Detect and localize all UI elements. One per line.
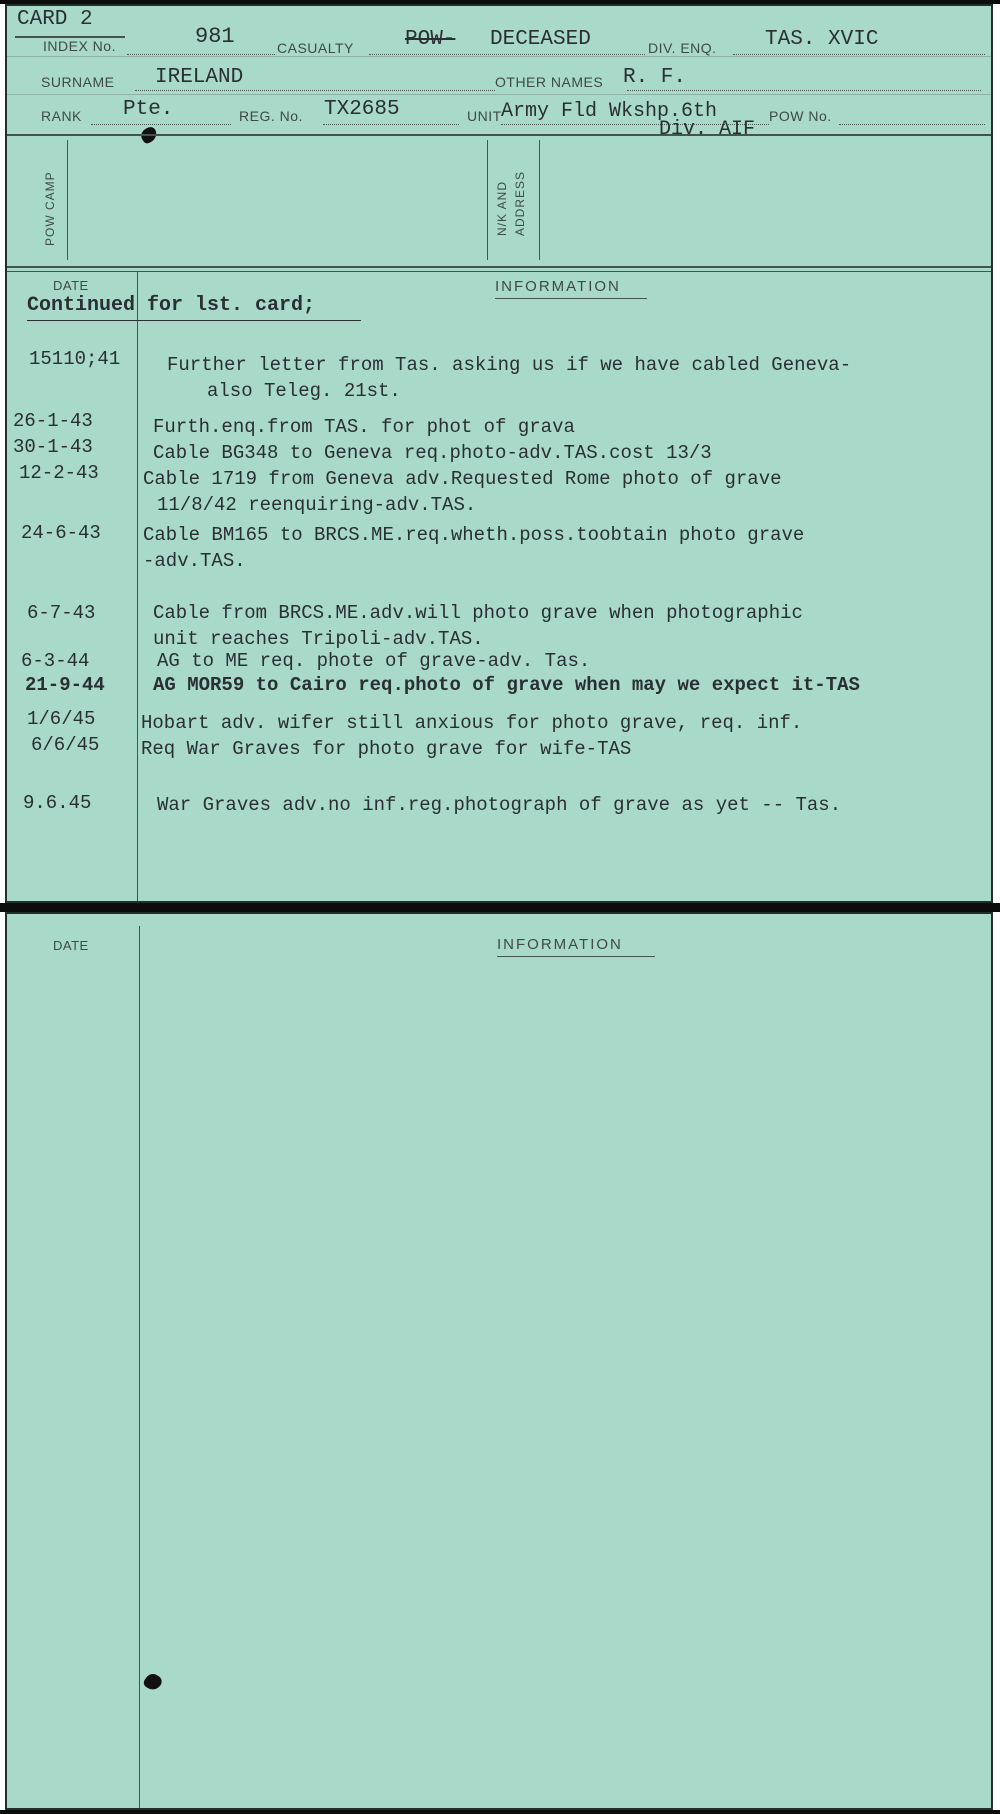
surname-value: IRELAND — [155, 66, 244, 89]
nk-address-label-2: ADDRESS — [513, 170, 527, 236]
pow-block-bottom-rule — [7, 266, 993, 268]
nk-address-label-1: N/K AND — [495, 180, 509, 236]
other-names-line — [627, 90, 981, 91]
entry-text: unit reaches Tripoli-adv.TAS. — [153, 628, 484, 650]
rank-label: RANK — [41, 108, 82, 124]
entry-text: Cable BM165 to BRCS.ME.req.wheth.poss.toobtain photo grave — [143, 524, 805, 546]
reg-no-line — [323, 124, 459, 125]
ink-smudge — [142, 1671, 164, 1693]
entry-date: 12-2-43 — [19, 462, 99, 484]
entry-date: 1/6/45 — [27, 708, 96, 730]
entry-text: Cable BG348 to Geneva req.photo-adv.TAS.cost 13/3 — [153, 442, 712, 464]
index-no-value: 981 — [195, 24, 235, 49]
index-no-line — [127, 54, 275, 55]
entry-text: Further letter from Tas. asking us if we have cabled Geneva- — [167, 354, 852, 376]
continued-note: Continued for lst. card; — [27, 294, 316, 317]
entry-text: Req War Graves for photo grave for wife-TAS — [141, 738, 632, 760]
pow-camp-divider — [67, 140, 68, 260]
entry-date: 15110;41 — [29, 348, 121, 370]
pow-block-bottom-rule-2 — [7, 271, 993, 272]
entry-date: 9.6.45 — [23, 792, 92, 814]
date-header: DATE — [53, 278, 89, 293]
header-rule-2 — [7, 94, 993, 95]
div-enq-line — [733, 54, 985, 55]
entry-date: 6-7-43 — [27, 602, 96, 624]
reg-no-label: REG. No. — [239, 108, 303, 124]
pow-no-label: POW No. — [769, 108, 832, 124]
entry-date: 6/6/45 — [31, 734, 100, 756]
unit-value-line2: Div. AIF — [659, 118, 756, 141]
entry-text: Hobart adv. wifer still anxious for photo grave, req. inf. — [141, 712, 803, 734]
header-rule-1 — [7, 56, 993, 57]
pow-no-line — [839, 124, 985, 125]
pow-block-top-rule — [7, 134, 993, 136]
information-header: INFORMATION — [497, 936, 623, 953]
information-header-underline — [495, 298, 647, 299]
record-card-front — [5, 4, 993, 903]
date-column-divider — [139, 926, 140, 1810]
div-enq-label: DIV. ENQ. — [648, 40, 717, 56]
scan-border-bottom — [0, 1810, 1000, 1814]
unit-label: UNIT — [467, 108, 502, 124]
entry-date: 24-6-43 — [21, 522, 101, 544]
entry-text: Furth.enq.from TAS. for phot of grava — [153, 416, 575, 438]
information-header: INFORMATION — [495, 278, 621, 295]
other-names-value: R. F. — [623, 66, 687, 89]
casualty-line — [369, 54, 645, 55]
nk-address-divider-right — [539, 140, 540, 260]
entry-text: Cable 1719 from Geneva adv.Requested Rome photo of grave — [143, 468, 782, 490]
record-card-back — [5, 912, 993, 1810]
pow-camp-label: POW CAMP — [43, 171, 57, 246]
entry-text: also Teleg. 21st. — [207, 380, 401, 402]
entry-text: AG MOR59 to Cairo req.photo of grave when may we expect it-TAS — [153, 674, 860, 696]
continued-note-underline — [27, 320, 361, 321]
information-header-underline — [497, 956, 655, 957]
entry-date: 30-1-43 — [13, 436, 93, 458]
casualty-value: DECEASED — [490, 28, 591, 51]
unit-value-line1: Army Fld Wkshp.6th — [501, 100, 718, 123]
other-names-label: OTHER NAMES — [495, 74, 604, 90]
entry-date: 26-1-43 — [13, 410, 93, 432]
card-number: CARD 2 — [17, 8, 93, 31]
entry-text: Cable from BRCS.ME.adv.will photo grave when photographic — [153, 602, 803, 624]
rank-value: Pte. — [123, 98, 174, 121]
entry-text: War Graves adv.no inf.reg.photograph of grave as yet -- Tas. — [157, 794, 842, 816]
nk-address-divider-left — [487, 140, 488, 260]
reg-no-value: TX2685 — [324, 98, 400, 121]
div-enq-value: TAS. XVIC — [765, 28, 879, 51]
rank-line — [91, 124, 231, 125]
date-column-divider — [137, 272, 138, 903]
entry-text: -adv.TAS. — [143, 550, 246, 572]
surname-line — [135, 90, 495, 91]
entry-text: AG to ME req. phote of grave-adv. Tas. — [157, 650, 591, 672]
scan-separator — [0, 903, 1000, 912]
casualty-label: CASUALTY — [277, 40, 354, 56]
index-no-label: INDEX No. — [43, 38, 116, 54]
entry-date: 21-9-44 — [25, 674, 105, 696]
casualty-struck-value: POW- — [405, 28, 456, 51]
surname-label: SURNAME — [41, 74, 115, 90]
entry-date: 6-3-44 — [21, 650, 90, 672]
entry-text: 11/8/42 reenquiring-adv.TAS. — [157, 494, 477, 516]
date-header: DATE — [53, 938, 89, 953]
